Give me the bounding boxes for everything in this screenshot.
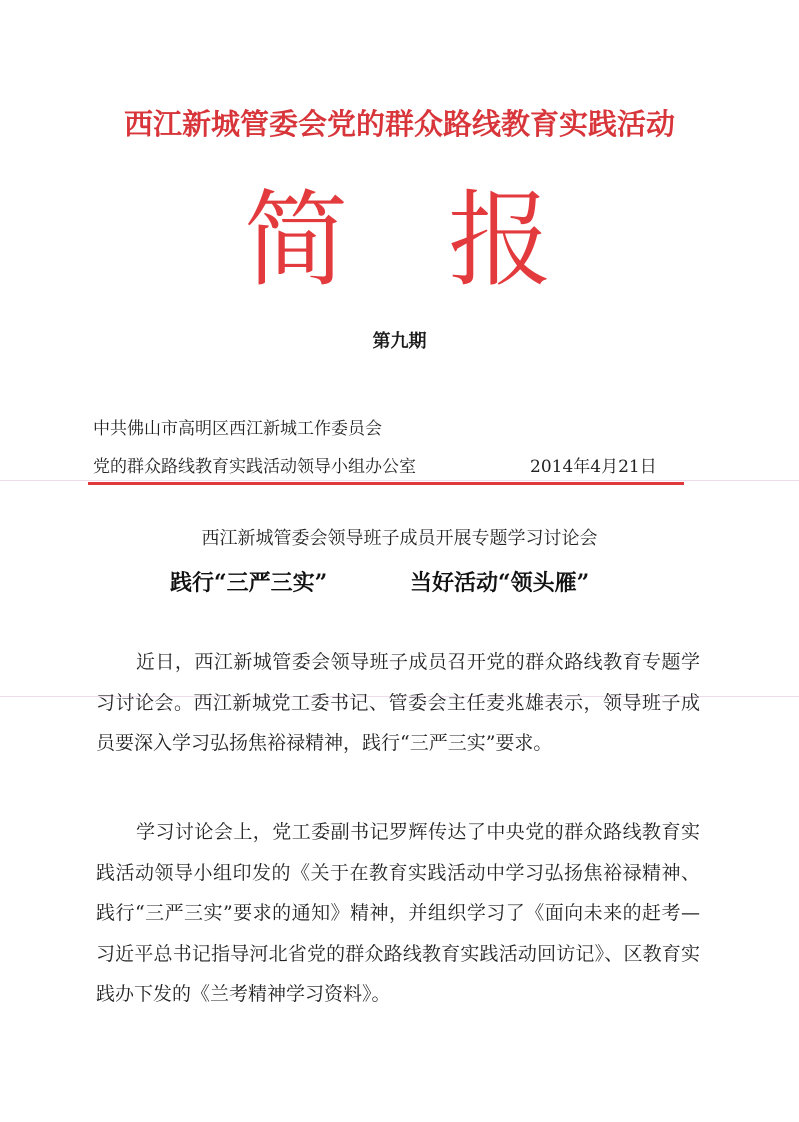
article-subtitle: 西江新城管委会领导班子成员开展专题学习讨论会: [201, 528, 598, 549]
masthead-char-bao: 报: [448, 179, 553, 301]
body-paragraph-1: 近日，西江新城管委会领导班子成员召开党的群众路线教育专题学习讨论会。西江新城党工委书记、管委会主任麦兆雄表示，领导班子成员要深入学习弘扬焦裕禄精神，践行“三严三实”要求。: [96, 651, 700, 755]
red-divider-rule: [88, 482, 684, 485]
issuer-line-2: 党的群众路线教育实践活动领导小组办公室: [93, 457, 416, 477]
scan-artifact-line: [0, 480, 799, 481]
issue-date: 2014年4月21日: [530, 457, 657, 477]
issuer-line-1: 中共佛山市高明区西江新城工作委员会: [93, 419, 382, 439]
article-title-left: 践行“三严三实”: [170, 570, 328, 596]
masthead-title: 西江新城管委会党的群众路线教育实践活动: [123, 107, 675, 141]
issue-number: 第九期: [372, 331, 427, 352]
body-paragraph-2: 学习讨论会上，党工委副书记罗辉传达了中央党的群众路线教育实践活动领导小组印发的《关于在教育实践活动中学习弘扬焦裕禄精神、践行“三严三实”要求的通知》精神，并组织学习了《面向未来的赶考—习近平总书记指导河北省党的群众路线教育实践活动回访记》、区教育实践办下发的《兰考精神学习资料》。: [96, 821, 700, 1006]
article-title-right: 当好活动“领头雁”: [410, 570, 590, 596]
masthead-char-jian: 简: [244, 179, 349, 301]
